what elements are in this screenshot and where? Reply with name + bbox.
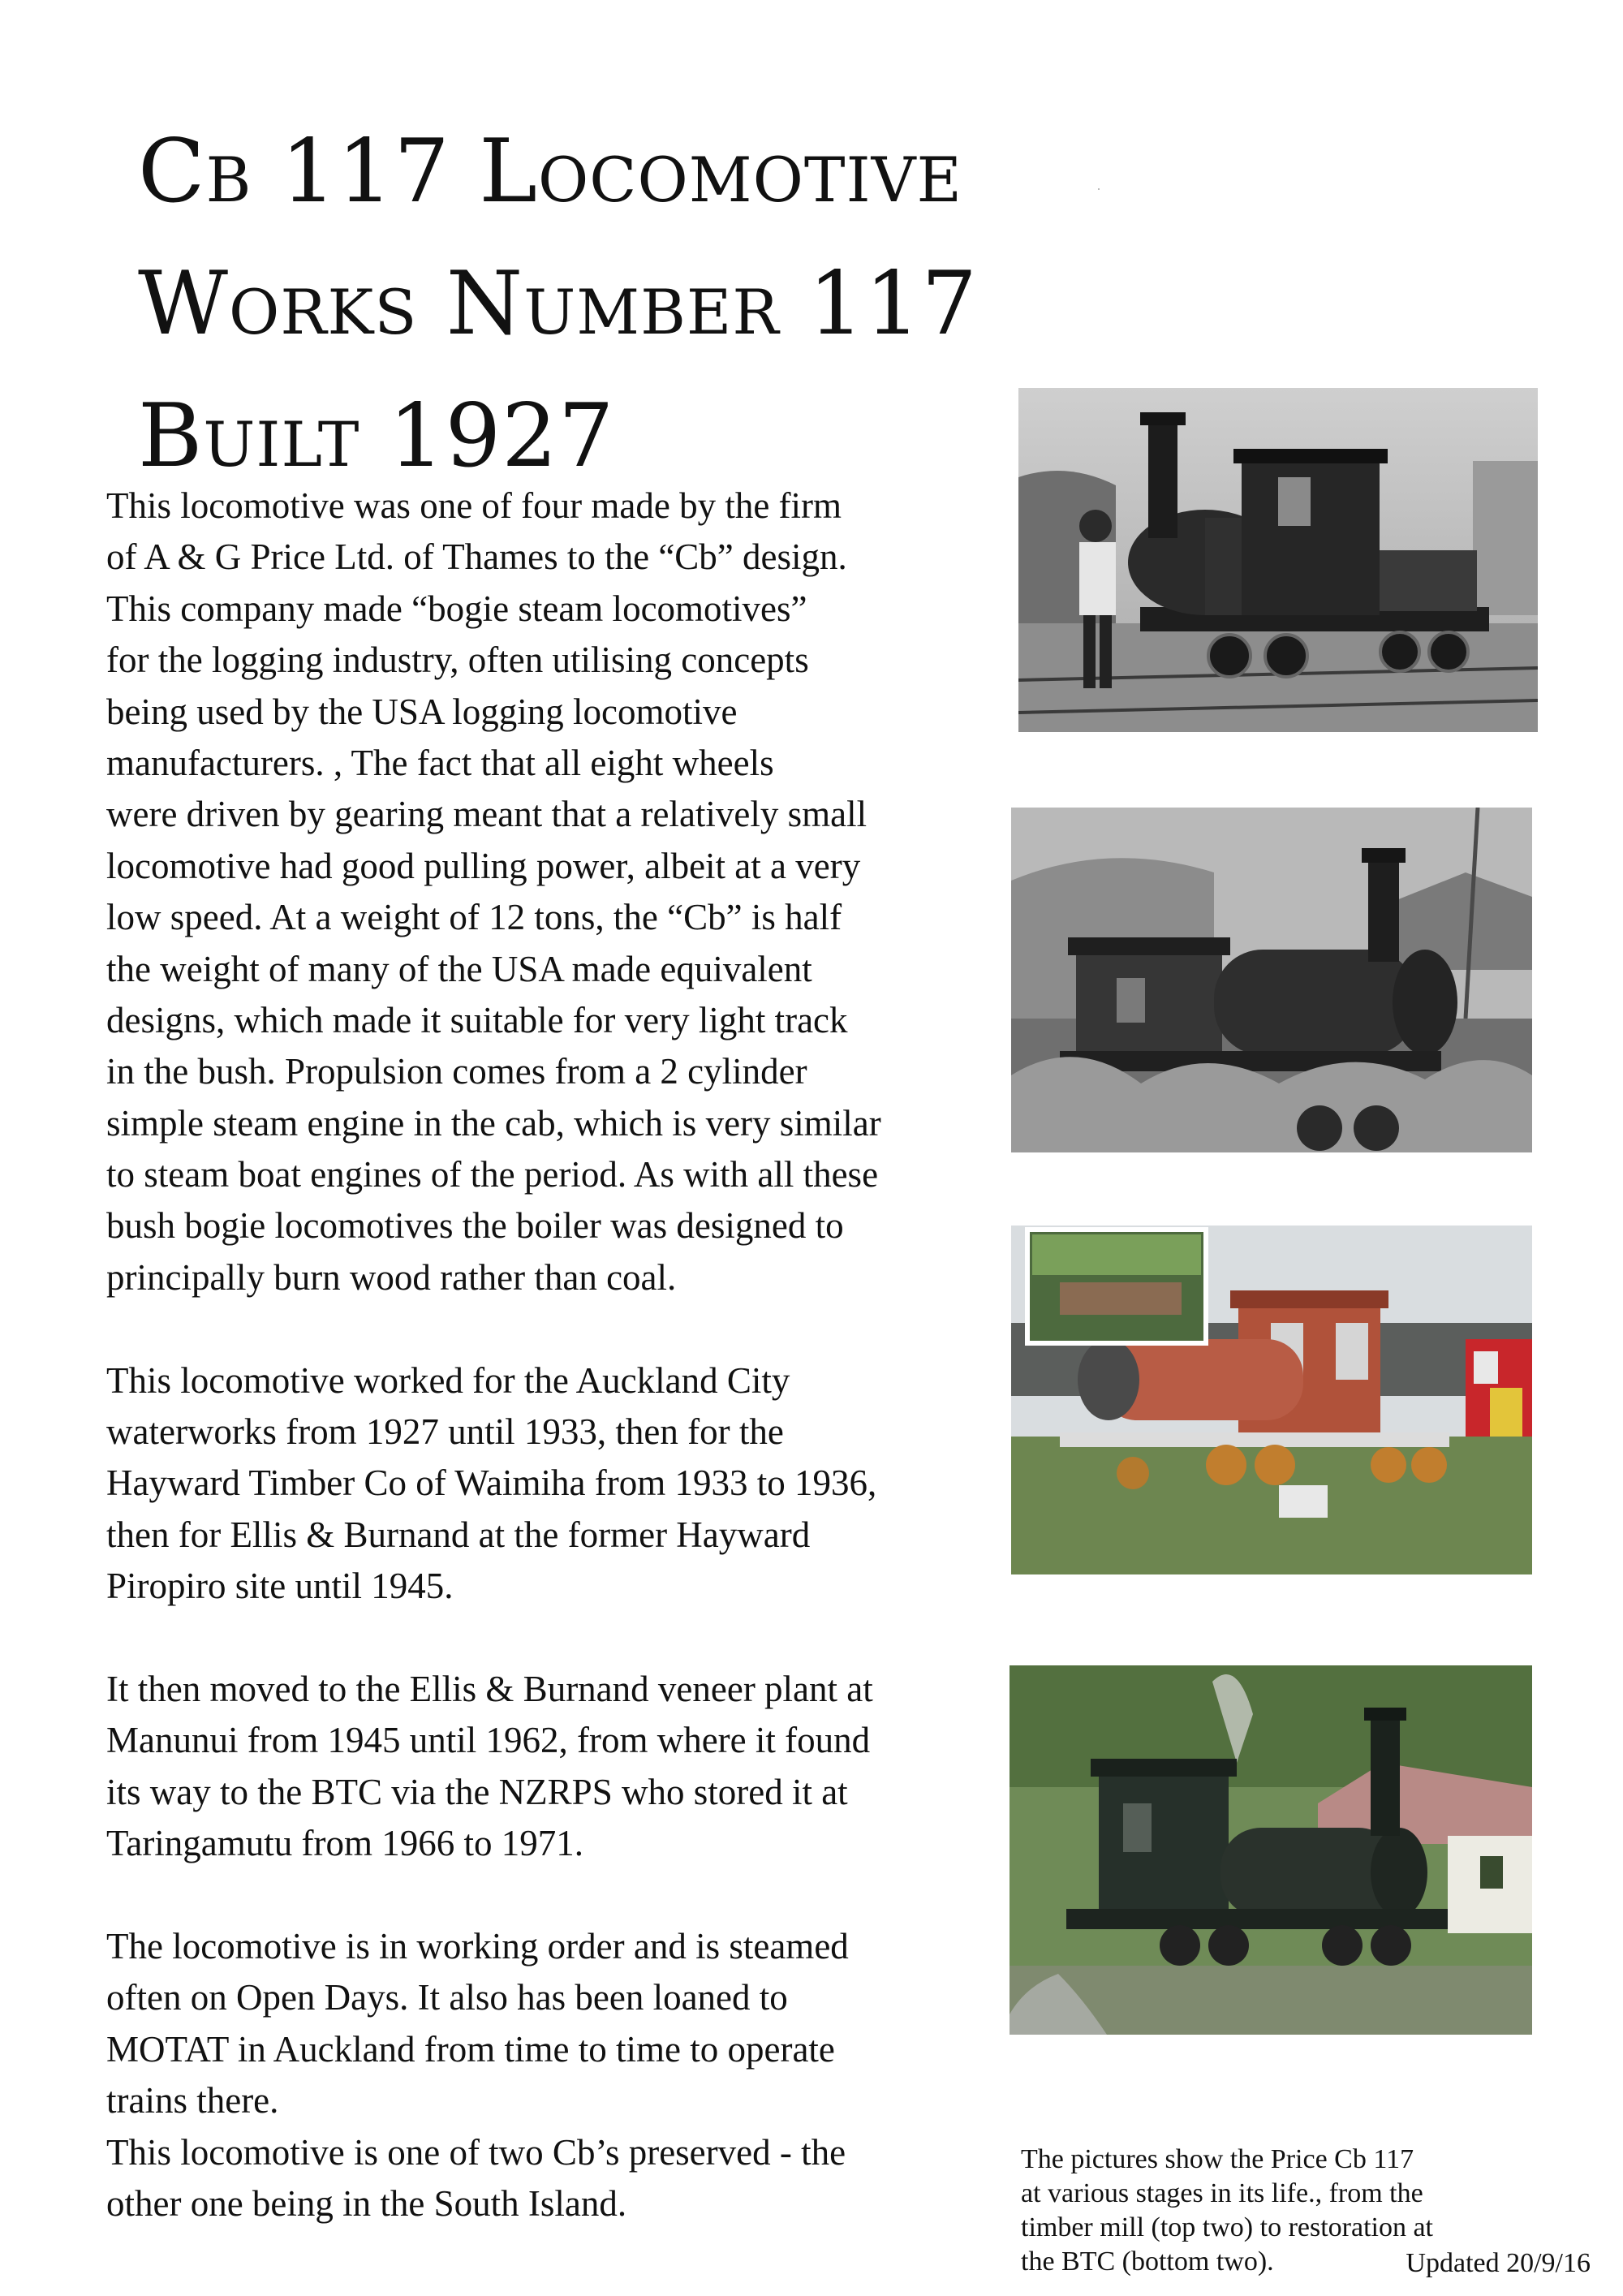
paragraph-gap	[106, 1870, 999, 1921]
title-line-3: Built 1927	[138, 386, 615, 487]
text-line: for the logging industry, often utilising concepts	[106, 640, 809, 681]
paragraph-btc-arrival	[106, 1664, 999, 1870]
text-line: principally burn wood rather than coal.	[106, 1256, 677, 1298]
text-line: the weight of many of the USA made equivalent	[106, 948, 812, 989]
text-line: often on Open Days. It also has been loaned to	[106, 1977, 788, 2018]
paragraph-current-status	[106, 1921, 999, 2229]
text-line: MOTAT in Auckland from time to time to operate	[106, 2028, 835, 2070]
text-line: designs, which made it suitable for very light track	[106, 999, 848, 1040]
text-line: being used by the USA logging locomotive	[106, 691, 738, 732]
text-line: simple steam engine in the cab, which is very similar	[106, 1102, 881, 1144]
photo-locomotive-derelict-in-scrub	[1011, 808, 1532, 1152]
text-line: waterworks from 1927 until 1933, then for the	[106, 1411, 784, 1453]
text-line: trains there.	[106, 2080, 279, 2122]
page-title	[138, 106, 1112, 502]
caption-line: the BTC (bottom two).	[1021, 2246, 1274, 2277]
text-line: This locomotive was one of four made by the firm	[106, 485, 842, 526]
text-line: Hayward Timber Co of Waimiha from 1933 to 1936,	[106, 1462, 877, 1504]
text-line: This company made “bogie steam locomotives”	[106, 588, 807, 629]
text-line: It then moved to the Ellis & Burnand veneer plant at	[106, 1668, 873, 1709]
title-line-1: Cb 117 Locomotive	[138, 121, 962, 222]
caption-line: timber mill (top two) to restoration at	[1021, 2212, 1434, 2242]
text-line: low speed. At a weight of 12 tons, the “Cb” is half	[106, 897, 842, 938]
paragraph-gap	[106, 1613, 999, 1664]
text-line: bush bogie locomotives the boiler was designed to	[106, 1205, 844, 1247]
caption-line: at various stages in its life., from the	[1021, 2178, 1423, 2208]
text-line: manufacturers. , The fact that all eight wheels	[106, 742, 774, 783]
text-line: then for Ellis & Burnand at the former Hayward	[106, 1514, 811, 1555]
text-line: The locomotive is in working order and is steamed	[106, 1925, 849, 1966]
updated-date: Updated 20/9/16	[1406, 2248, 1591, 2278]
text-line: in the bush. Propulsion comes from a 2 cylinder	[106, 1051, 807, 1092]
title-line-2: Works Number 117	[138, 253, 979, 355]
text-line: Taringamutu from 1966 to 1971.	[106, 1823, 584, 1864]
text-line: Manunui from 1945 until 1962, from where it found	[106, 1720, 871, 1761]
text-line: other one being in the South Island.	[106, 2182, 627, 2224]
paragraph-history-design	[106, 480, 999, 1303]
photo-locomotive-restoration-red	[1011, 1226, 1532, 1574]
text-line: of A & G Price Ltd. of Thames to the “Cb” design.	[106, 536, 847, 578]
text-line: This locomotive is one of two Cb’s preserved - the	[106, 2131, 846, 2173]
photo-locomotive-timber-mill-with-man	[1018, 388, 1538, 732]
text-line: Piropiro site until 1945.	[106, 1566, 454, 1607]
paragraph-work-history	[106, 1355, 999, 1613]
text-line: locomotive had good pulling power, albeit at a very	[106, 845, 861, 886]
article-body	[106, 480, 999, 2229]
text-line: were driven by gearing meant that a relatively small	[106, 794, 867, 835]
text-line: This locomotive worked for the Auckland City	[106, 1359, 790, 1401]
caption-line: The pictures show the Price Cb 117	[1021, 2144, 1414, 2174]
photo-locomotive-steaming-green	[1010, 1665, 1532, 2035]
text-line: to steam boat engines of the period. As with all these	[106, 1154, 879, 1195]
speck	[1098, 188, 1100, 190]
paragraph-gap	[106, 1303, 999, 1355]
text-line: its way to the BTC via the NZRPS who stored it at	[106, 1771, 848, 1812]
